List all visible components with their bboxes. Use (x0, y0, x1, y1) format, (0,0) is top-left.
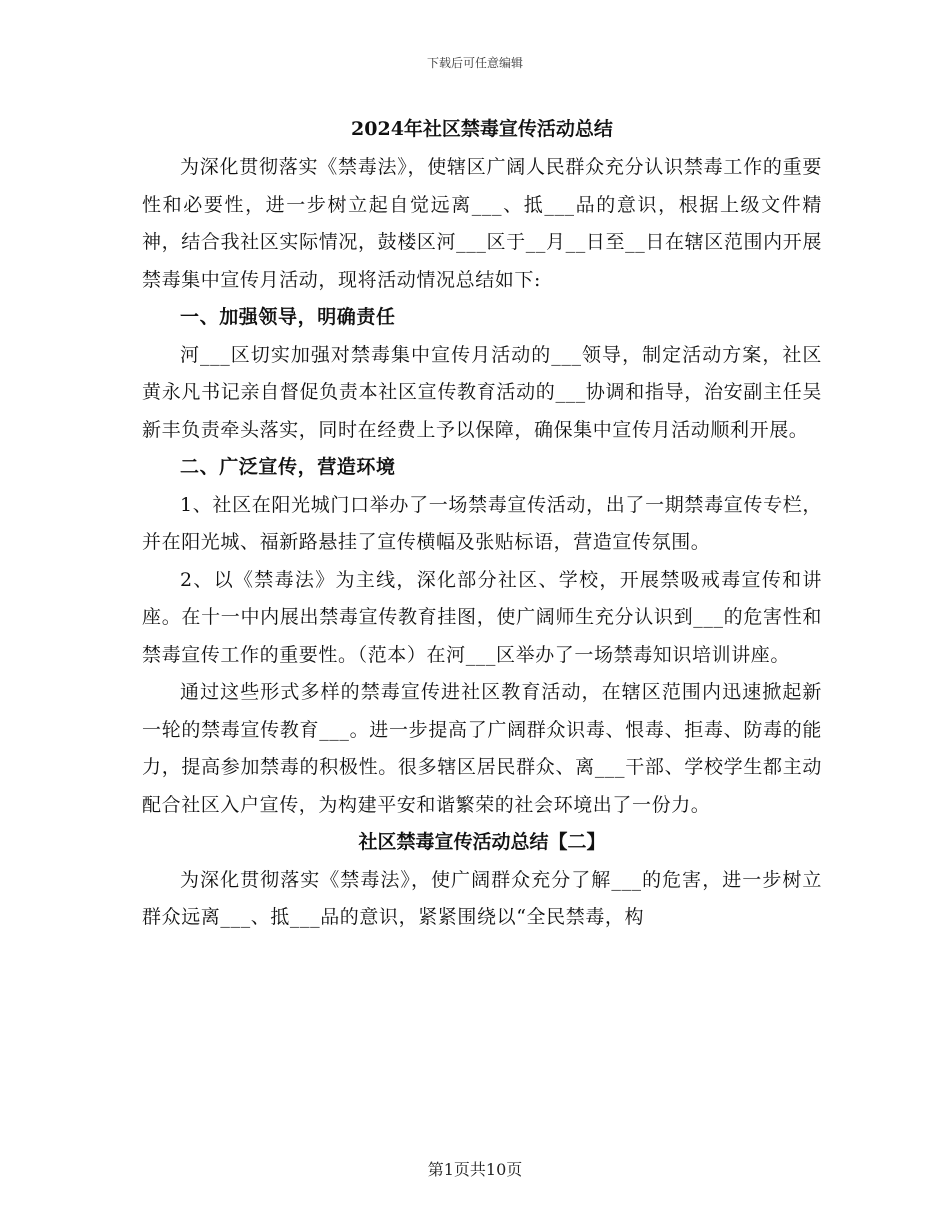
page-number: 第1页共10页 (427, 1160, 523, 1179)
document-title: 2024年社区禁毒宣传活动总结 (351, 118, 613, 140)
section-1-heading: 一、加强领导，明确责任 (180, 306, 396, 328)
part-2-intro-paragraph: 为深化贯彻落实《禁毒法》，使广阔群众充分了解___的危害，进一步树立群众远离___、抵___品的意识，紧紧围绕以“全民禁毒，构 (142, 868, 822, 928)
conclusion-paragraph: 通过这些形式多样的禁毒宣传进社区教育活动，在辖区范围内迅速掀起新一轮的禁毒宣传教育___。进一步提高了广阔群众识毒、恨毒、拒毒、防毒的能力，提高参加禁毒的积极性。很多辖区居民群众、离___干部、学校学生都主动配合社区入户宣传，为构建平安和谐繁荣的社会环境出了一份力。 (142, 681, 822, 816)
section-2-item-1: 1、社区在阳光城门口举办了一场禁毒宣传活动，出了一期禁毒宣传专栏，并在阳光城、福新路悬挂了宣传横幅及张贴标语，营造宣传氛围。 (142, 493, 822, 553)
intro-paragraph: 为深化贯彻落实《禁毒法》，使辖区广阔人民群众充分认识禁毒工作的重要性和必要性，进一步树立起自觉远离___、抵___品的意识，根据上级文件精神，结合我社区实际情况，鼓楼区河___区于__月__日至__日在辖区范围内开展禁毒集中宣传月活动，现将活动情况总结如下: (142, 156, 822, 291)
page-header-note: 下载后可任意编辑 (426, 56, 523, 70)
section-2-item-2: 2、以《禁毒法》为主线，深化部分社区、学校，开展禁吸戒毒宣传和讲座。在十一中内展出禁毒宣传教育挂图，使广阔师生充分认识到___的危害性和禁毒宣传工作的重要性。（范本）在河___区举办了一场禁毒知识培训讲座。 (142, 568, 822, 666)
section-1-paragraph: 河___区切实加强对禁毒集中宣传月活动的___领导，制定活动方案，社区黄永凡书记亲自督促负责本社区宣传教育活动的___协调和指导，治安副主任吴新丰负责牵头落实，同时在经费上予以保障，确保集中宣传月活动顺利开展。 (142, 343, 822, 441)
document-body (142, 113, 822, 937)
section-2-heading: 二、广泛宣传，营造环境 (180, 456, 396, 478)
part-2-title: 社区禁毒宣传活动总结【二】 (358, 831, 606, 853)
